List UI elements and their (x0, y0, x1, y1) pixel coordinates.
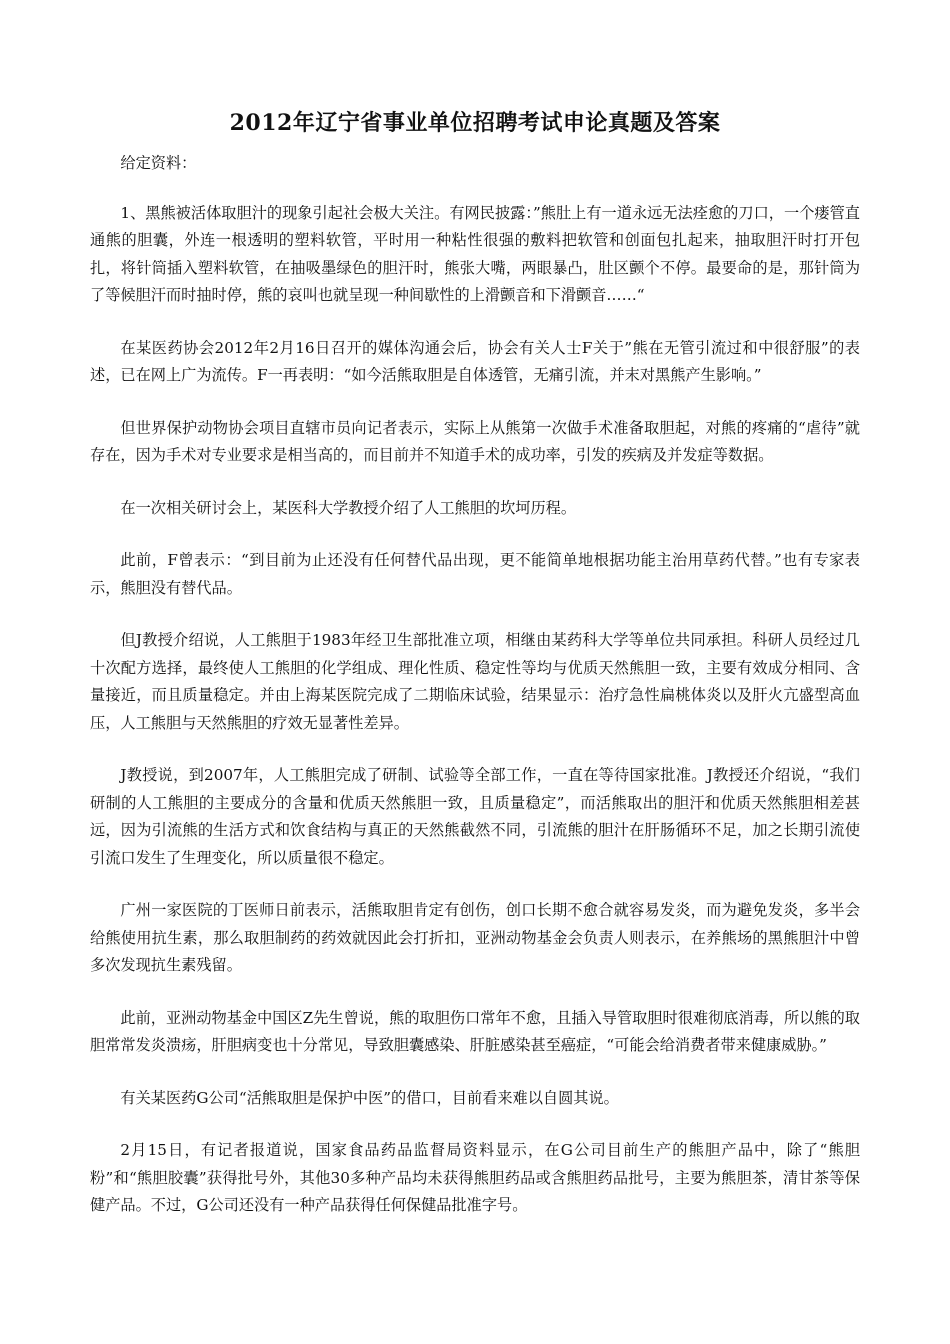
document-title: 2012年辽宁省事业单位招聘考试申论真题及答案 (229, 110, 721, 136)
paragraph: 在一次相关研讨会上，某医科大学教授介绍了人工熊胆的坎坷历程。 (120, 498, 577, 517)
paragraph: 此前，亚洲动物基金中国区Z先生曾说，熊的取胆伤口常年不愈，且插入导管取胆时很难彻底消毒，所以熊的取胆常常发炎溃疡，肝胆病变也十分常见，导致胆囊感染、肝脏感染甚至癌症，“可能会给消费者带来健康威胁。” (90, 1008, 860, 1054)
paragraph: 但世界保护动物协会项目直辖市员向记者表示，实际上从熊第一次做手术准备取胆起，对熊的疼痛的“虐待”就存在，因为手术对专业要求是相当高的，而目前并不知道手术的成功率，引发的疾病及并发症等数据。 (90, 418, 860, 464)
paragraph: 有关某医药G公司“活熊取胆是保护中医”的借口，目前看来难以自圆其说。 (120, 1088, 619, 1107)
paragraph: 此前，F曾表示：“到目前为止还没有任何替代品出现，更不能简单地根据功能主治用草药代替。”也有专家表示，熊胆没有替代品。 (90, 551, 860, 597)
paragraph: J教授说，到2007年，人工熊胆完成了研制、试验等全部工作，一直在等待国家批准。J教授还介绍说，“我们研制的人工熊胆的主要成分的含量和优质天然熊胆一致，且质量稳定”，而活熊取出的胆汗和优质天然熊胆相差甚远，因为引流熊的生活方式和饮食结构与真正的天然熊截然不同，引流熊的胆汁在肝肠循环不足，加之长期引流使引流口发生了生理变化，所以质量很不稳定。 (90, 766, 860, 867)
paragraph: 2月15日，有记者报道说，国家食品药品监督局资料显示，在G公司目前生产的熊胆产品中，除了“熊胆粉”和“熊胆胶囊”获得批号外，其他30多种产品均未获得熊胆药品或含熊胆药品批号，主要为熊胆茶，清甘茶等保健产品。不过，G公司还没有一种产品获得任何保健品批准字号。 (90, 1141, 860, 1214)
intro-label: 给定资料： (120, 154, 197, 172)
paragraph: 广州一家医院的丁医师日前表示，活熊取胆肯定有创伤，创口长期不愈合就容易发炎，而为避免发炎，多半会给熊使用抗生素，那么取胆制药的药效就因此会打折扣，亚洲动物基金会负责人则表示，在养熊场的黑熊胆汁中曾多次发现抗生素残留。 (90, 901, 860, 974)
paragraph: 但J教授介绍说，人工熊胆于1983年经卫生部批准立项，相继由某药科大学等单位共同承担。科研人员经过几十次配方选择，最终使人工熊胆的化学组成、理化性质、稳定性等均与优质天然熊胆一致，主要有效成分相同、含量接近，而且质量稳定。并由上海某医院完成了二期临床试验，结果显示：治疗急性扁桃体炎以及肝火亢盛型高血压，人工熊胆与天然熊胆的疗效无显著性差异。 (90, 631, 860, 732)
document-page (90, 108, 860, 1245)
paragraph: 1、黑熊被活体取胆汁的现象引起社会极大关注。有网民披露：”熊肚上有一道永远无法痊愈的刀口，一个瘘管直通熊的胆囊，外连一根透明的塑料软管，平时用一种粘性很强的敷料把软管和创面包扎起来，抽取胆汗时打开包扎，将针筒插入塑料软管，在抽吸墨绿色的胆汗时，熊张大嘴，两眼暴凸，肚区颤个不停。最要命的是，那针筒为了等候胆汗而时抽时停，熊的哀叫也就呈现一种间歇性的上滑颤音和下滑颤音……“ (90, 203, 860, 304)
paragraph: 在某医药协会2012年2月16日召开的媒体沟通会后，协会有关人士F关于”熊在无管引流过和中很舒服”的表述，已在网上广为流传。F一再表明：“如今活熊取胆是自体透管，无痛引流，并末对黑熊产生影响。” (90, 338, 860, 384)
